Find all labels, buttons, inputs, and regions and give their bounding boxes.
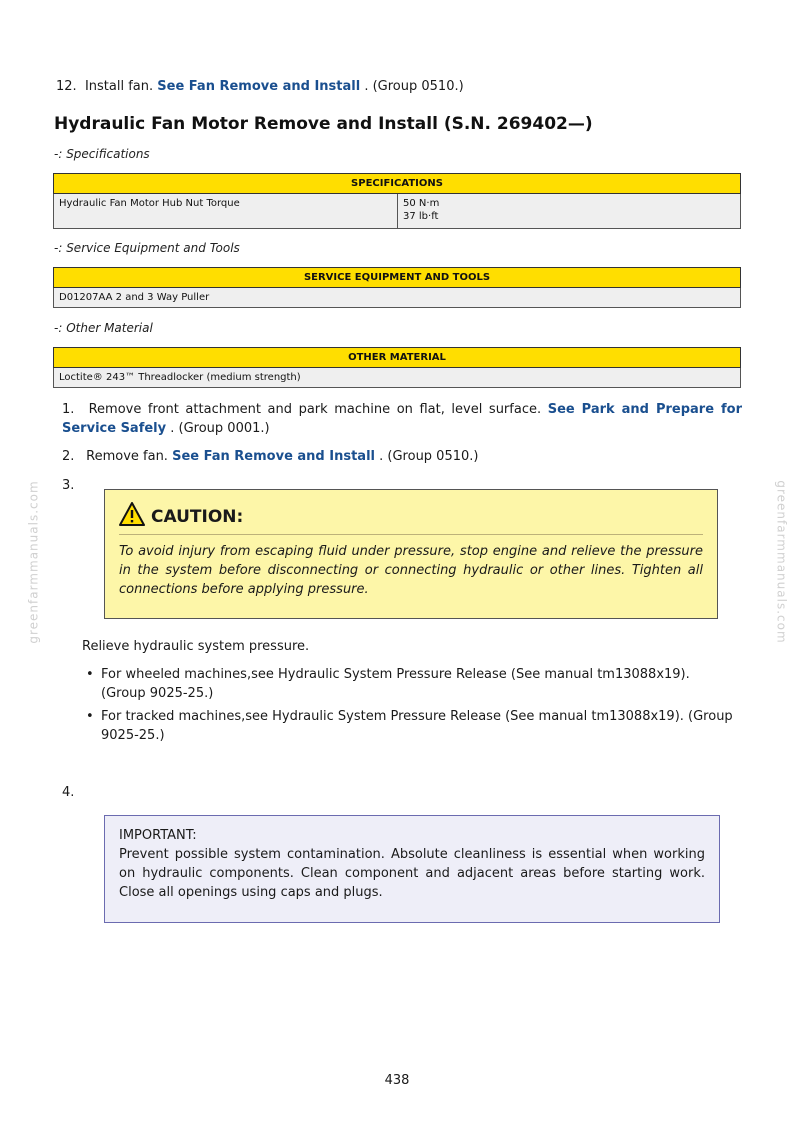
important-heading: IMPORTANT:	[119, 828, 197, 843]
other-material-label: -: Other Material	[54, 321, 153, 335]
service-tools-header: SERVICE EQUIPMENT AND TOOLS	[54, 268, 741, 288]
step-1	[62, 400, 742, 438]
service-tools-label: -: Service Equipment and Tools	[54, 241, 240, 255]
intro-step	[56, 78, 464, 96]
bullet-item	[86, 665, 736, 703]
spec-value	[398, 194, 741, 229]
spec-value-imperial: 37 lb·ft	[403, 211, 439, 222]
watermark-left: greenfarmmanuals.com	[26, 480, 41, 644]
caution-heading: CAUTION:	[151, 506, 244, 527]
other-material-table	[53, 347, 741, 388]
service-tools-item: D01207AA 2 and 3 Way Puller	[54, 288, 741, 308]
fan-remove-install-link[interactable]: See Fan Remove and Install	[157, 79, 361, 94]
step-suffix: . (Group 0510.)	[364, 79, 464, 94]
caution-heading-row	[119, 502, 243, 531]
page-number: 438	[384, 1073, 410, 1088]
step-1-suffix: . (Group 0001.)	[170, 421, 270, 436]
watermark-right: greenfarmmanuals.com	[774, 480, 789, 644]
step-2-text: Remove fan.	[86, 449, 168, 464]
step-2-suffix: . (Group 0510.)	[379, 449, 479, 464]
caution-box	[104, 489, 718, 619]
step-text: Install fan.	[84, 79, 154, 94]
caution-divider	[119, 534, 703, 535]
step-3-number: 3.	[62, 478, 75, 493]
other-material-item: Loctite® 243™ Threadlocker (medium strength)	[54, 368, 741, 388]
important-text: Prevent possible system contamination. Absolute cleanliness is essential when working on hydraulic components. Clean component and adjacent areas before starting work. Close all openings using caps and plugs.	[119, 847, 705, 900]
section-title: Hydraulic Fan Motor Remove and Install (S.N. 269402—)	[54, 114, 593, 134]
step-4-number: 4.	[62, 785, 75, 800]
step-1-text: Remove front attachment and park machine on flat, level surface.	[88, 402, 542, 417]
relieve-text: Relieve hydraulic system pressure.	[82, 639, 310, 654]
step-number: 12.	[56, 79, 77, 94]
park-prepare-link[interactable]: See Park and Prepare for Service Safely	[62, 402, 743, 436]
bullet-text: For wheeled machines,see Hydraulic System Pressure Release (See manual tm13088x19). (Group 9025-25.)	[101, 667, 690, 701]
specifications-header: SPECIFICATIONS	[54, 174, 741, 194]
important-box	[104, 815, 720, 923]
caution-text: To avoid injury from escaping fluid under pressure, stop engine and relieve the pressure in the system before disconnecting or connecting hydraulic or other lines. Tighten all connections before applying pressure.	[119, 544, 703, 597]
bullet-dot-icon: •	[86, 709, 94, 724]
step-1-number: 1.	[62, 402, 75, 417]
bullet-dot-icon: •	[86, 667, 94, 682]
spec-item: Hydraulic Fan Motor Hub Nut Torque	[54, 194, 398, 229]
step-2	[62, 447, 742, 466]
service-tools-table	[53, 267, 741, 308]
bullet-text: For tracked machines,see Hydraulic System Pressure Release (See manual tm13088x19). (Group 9025-25.)	[101, 709, 733, 743]
spec-value-metric: 50 N·m	[403, 198, 440, 209]
fan-remove-install-link-2[interactable]: See Fan Remove and Install	[172, 449, 375, 464]
bullet-item	[86, 707, 736, 745]
specifications-table	[53, 173, 741, 229]
other-material-header: OTHER MATERIAL	[54, 348, 741, 368]
step-2-number: 2.	[62, 449, 75, 464]
warning-triangle-icon	[119, 502, 145, 531]
specifications-label: -: Specifications	[54, 147, 150, 161]
